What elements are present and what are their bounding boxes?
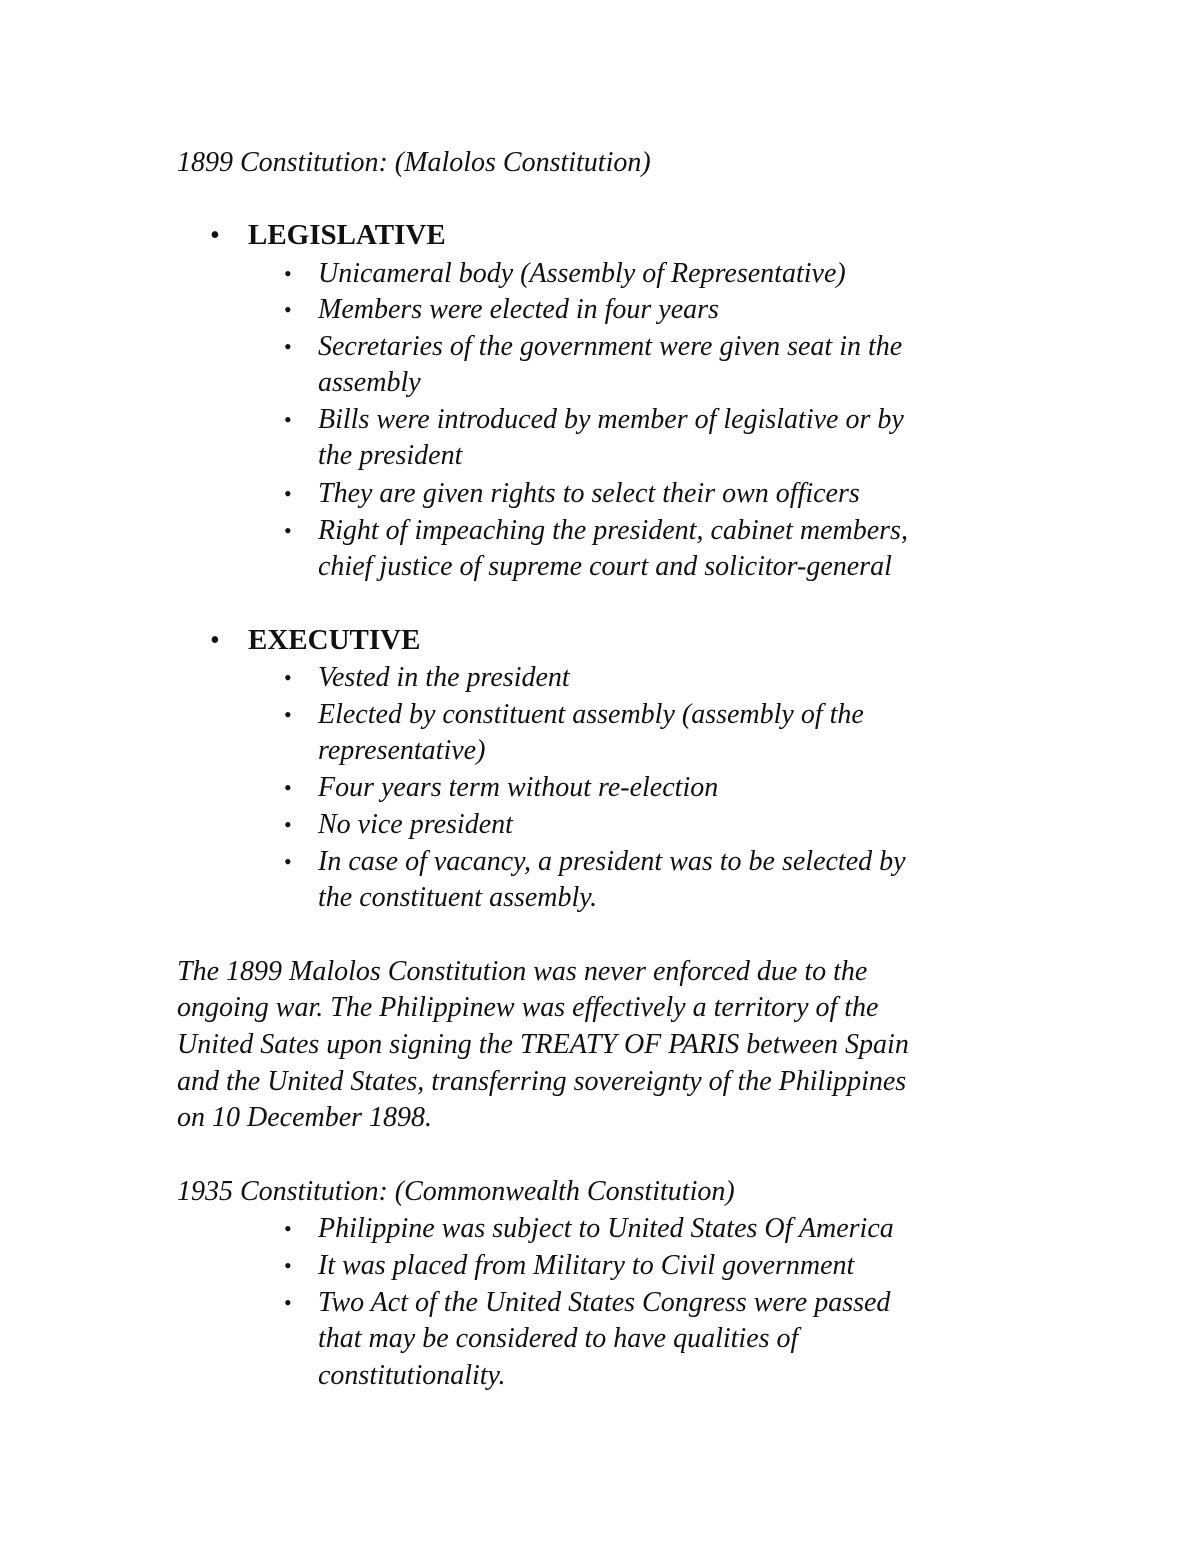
- paragraph-line-2: ongoing war. The Philippinew was effectively a territory of the: [177, 992, 879, 1023]
- legislative-item-4-line-1: Bills were introduced by member of legislative or by: [318, 404, 904, 435]
- legislative-item-6-line-1: Right of impeaching the president, cabinet members,: [318, 515, 908, 546]
- commonwealth-item-2: It was placed from Military to Civil government: [318, 1250, 855, 1281]
- executive-item-1: Vested in the president: [318, 662, 570, 693]
- heading-legislative: LEGISLATIVE: [248, 219, 446, 251]
- paragraph-line-3: United Sates upon signing the TREATY OF PARIS between Spain: [177, 1029, 909, 1060]
- legislative-item-3-line-2: assembly: [318, 367, 421, 398]
- bullet-icon: •: [284, 481, 292, 506]
- executive-item-4: No vice president: [318, 809, 513, 840]
- bullet-icon: •: [284, 1253, 292, 1278]
- bullet-executive: •: [210, 625, 220, 656]
- commonwealth-item-3-line-1: Two Act of the United States Congress were passed: [318, 1287, 891, 1318]
- bullet-icon: •: [284, 849, 292, 874]
- paragraph-line-1: The 1899 Malolos Constitution was never enforced due to the: [177, 956, 868, 987]
- section-title-1899: 1899 Constitution: (Malolos Constitution): [177, 147, 651, 178]
- executive-item-2-line-1: Elected by constituent assembly (assembly of the: [318, 699, 864, 730]
- bullet-icon: •: [284, 1290, 292, 1315]
- legislative-item-5: They are given rights to select their own officers: [318, 478, 860, 509]
- heading-executive: EXECUTIVE: [248, 624, 421, 656]
- bullet-icon: •: [284, 261, 292, 286]
- paragraph-line-4: and the United States, transferring sovereignty of the Philippines: [177, 1066, 907, 1097]
- commonwealth-item-1: Philippine was subject to United States Of America: [318, 1213, 894, 1244]
- bullet-legislative: •: [210, 220, 220, 251]
- bullet-icon: •: [284, 1216, 292, 1241]
- legislative-item-1: Unicameral body (Assembly of Representative): [318, 258, 846, 289]
- paragraph-line-5: on 10 December 1898.: [177, 1102, 433, 1133]
- executive-item-3: Four years term without re-election: [318, 772, 719, 803]
- legislative-item-4-line-2: the president: [318, 440, 463, 471]
- legislative-item-2: Members were elected in four years: [318, 294, 719, 325]
- bullet-icon: •: [284, 334, 292, 359]
- legislative-item-3-line-1: Secretaries of the government were given seat in the: [318, 331, 903, 362]
- bullet-icon: •: [284, 518, 292, 543]
- commonwealth-item-3-line-3: constitutionality.: [318, 1360, 506, 1391]
- bullet-icon: •: [284, 812, 292, 837]
- commonwealth-item-3-line-2: that may be considered to have qualities of: [318, 1323, 799, 1354]
- section-title-1935: 1935 Constitution: (Commonwealth Constitution): [177, 1176, 735, 1207]
- bullet-icon: •: [284, 407, 292, 432]
- executive-item-2-line-2: representative): [318, 735, 486, 766]
- bullet-icon: •: [284, 775, 292, 800]
- bullet-icon: •: [284, 297, 292, 322]
- bullet-icon: •: [284, 702, 292, 727]
- executive-item-5-line-1: In case of vacancy, a president was to be selected by: [318, 846, 906, 877]
- bullet-icon: •: [284, 665, 292, 690]
- executive-item-5-line-2: the constituent assembly.: [318, 882, 598, 913]
- legislative-item-6-line-2: chief justice of supreme court and solicitor-general: [318, 551, 892, 582]
